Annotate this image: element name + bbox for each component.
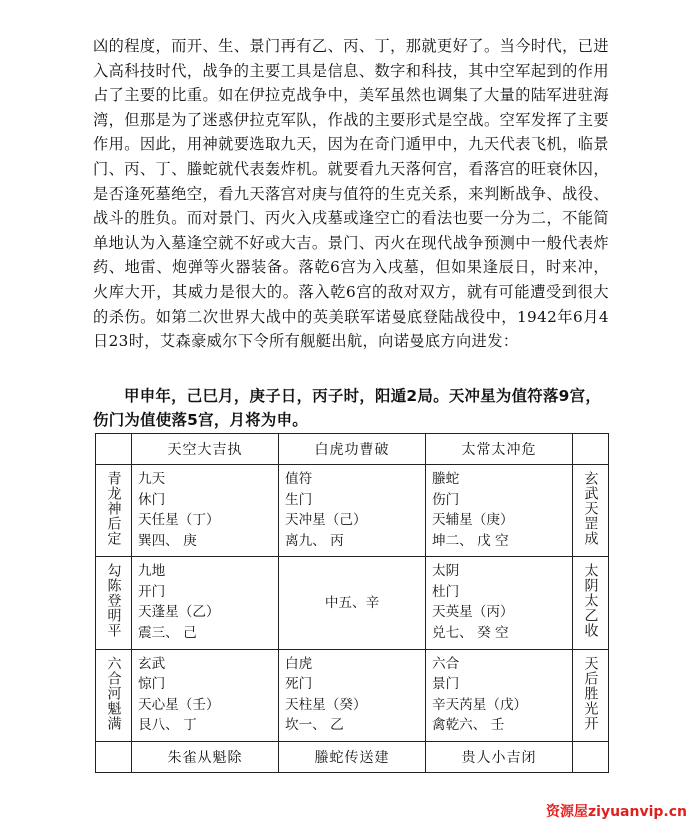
palace-kan1	[279, 649, 426, 741]
top-header-row	[96, 434, 609, 465]
palace-deity: 值符	[285, 471, 313, 487]
palace-row	[96, 465, 609, 557]
corner-cell	[96, 434, 132, 465]
palace-zhen3	[132, 557, 279, 649]
palace-position: 坎一、 乙	[285, 717, 344, 734]
body-paragraph: 凶的程度，而开、生、景门再有乙、丙、丁，那就更好了。当今时代，已进入高科技时代，战争的主要工具是信息、数字和科技，其中空军起到的作用占了主要的比重。如在伊拉克战争中，美军虽然也调集了大量的陆军进驻海湾，但那是为了迷惑伊拉克军队，作战的主要形式是空战。空军发挥了主要作用。因此，用神就要选取九天，因为在奇门遁甲中，九天代表飞机，临景门、丙、丁、螣蛇就代表轰炸机。就要看九天落何宫，看落宫的旺衰休囚，是否逢死墓绝空，看九天落宫对庚与值符的生克关系，来判断战争、战役、战斗的胜负。而对景门、丙火入戌墓或逢空亡的看法也要一分为二，不能简单地认为入墓逢空就不好或大吉。景门、丙火在现代战争预测中一般代表炸药、地雷、炮弹等火器装备。落乾6宫为入戌墓，但如果逢辰日，时来冲，火库大开，其威力是很大的。落入乾6宫的敌对双方，就有可能遭受到很大的杀伤。如第二次世界大战中的英美联军诺曼底登陆战役中，1942年6月4日23时，艾森豪威尔下令所有舰艇出航，向诺曼底方向进发：	[93, 37, 609, 351]
palace-deity: 六合	[432, 655, 460, 672]
top-header: 白虎功曹破	[279, 434, 426, 465]
palace-row	[96, 649, 609, 741]
palace-star: 天柱星（癸）	[285, 696, 367, 713]
bottom-header-row	[96, 742, 609, 773]
palace-row	[96, 557, 609, 649]
right-label-cell	[573, 465, 609, 557]
palace-position: 震三、 己	[138, 624, 197, 641]
palace-door: 杜门	[432, 583, 460, 600]
palace-deity: 九天	[138, 471, 166, 487]
left-label: 青龙神后定	[105, 471, 122, 547]
palace-star: 天辅星（庚）	[432, 512, 514, 528]
chart-description-line-1: 甲申年，己巳月，庚子日，丙子时，阳遁2局。天冲星为值符落9宫，	[124, 387, 602, 405]
palace-door: 景门	[432, 676, 460, 693]
palace-door: 休门	[138, 491, 166, 508]
qimen-chart-table	[95, 433, 609, 773]
palace-position: 巽四、 庚	[138, 532, 197, 549]
right-label: 太阴太乙收	[582, 563, 599, 639]
right-label-cell	[573, 649, 609, 741]
palace-deity: 九地	[138, 563, 166, 580]
top-header: 太常太冲危	[426, 434, 573, 465]
left-label-cell	[96, 557, 132, 649]
bottom-header: 螣蛇传送建	[279, 742, 426, 773]
palace-kun2	[426, 465, 573, 557]
right-label: 天后胜光开	[582, 655, 599, 731]
palace-li9	[279, 465, 426, 557]
corner-cell	[96, 742, 132, 773]
palace-star: 天英星（丙）	[432, 604, 514, 621]
watermark: 资源屋ziyuanvip.cn	[546, 804, 687, 820]
palace-deity: 玄武	[138, 655, 166, 672]
palace-deity: 白虎	[285, 655, 313, 672]
palace-zhong5: 中五、辛	[279, 557, 426, 649]
palace-deity: 太阴	[432, 563, 460, 580]
palace-door: 生门	[285, 491, 313, 508]
palace-star: 天蓬星（乙）	[138, 604, 220, 621]
corner-cell	[573, 434, 609, 465]
palace-door: 死门	[285, 676, 313, 693]
palace-position: 离九、 丙	[285, 532, 344, 549]
palace-star: 辛天芮星（戊）	[432, 696, 528, 713]
left-label-cell	[96, 465, 132, 557]
palace-door: 开门	[138, 583, 166, 600]
palace-position: 艮八、 丁	[138, 717, 197, 734]
palace-deity: 螣蛇	[432, 471, 460, 487]
palace-qian6	[426, 649, 573, 741]
palace-star: 天心星（壬）	[138, 696, 220, 713]
palace-door: 惊门	[138, 676, 166, 693]
left-label-cell	[96, 649, 132, 741]
palace-xun4	[132, 465, 279, 557]
chart-description-line-2: 伤门为值使落5宫，月将为申。	[93, 411, 308, 429]
left-label: 六合河魁满	[105, 655, 122, 731]
bottom-header: 朱雀从魁除	[132, 742, 279, 773]
palace-position: 兑七、 癸 空	[432, 624, 509, 641]
palace-position: 禽乾六、 壬	[432, 717, 505, 734]
right-label-cell	[573, 557, 609, 649]
bottom-header: 贵人小吉闭	[426, 742, 573, 773]
right-label: 玄武天罡成	[582, 471, 599, 547]
palace-dui7	[426, 557, 573, 649]
palace-star: 天任星（丁）	[138, 512, 220, 528]
palace-door: 伤门	[432, 491, 460, 508]
palace-position: 坤二、 戊 空	[432, 532, 509, 549]
left-label: 勾陈登明平	[105, 563, 122, 639]
top-header: 天空大吉执	[132, 434, 279, 465]
corner-cell	[573, 742, 609, 773]
palace-star: 天冲星（己）	[285, 512, 367, 528]
palace-gen8	[132, 649, 279, 741]
